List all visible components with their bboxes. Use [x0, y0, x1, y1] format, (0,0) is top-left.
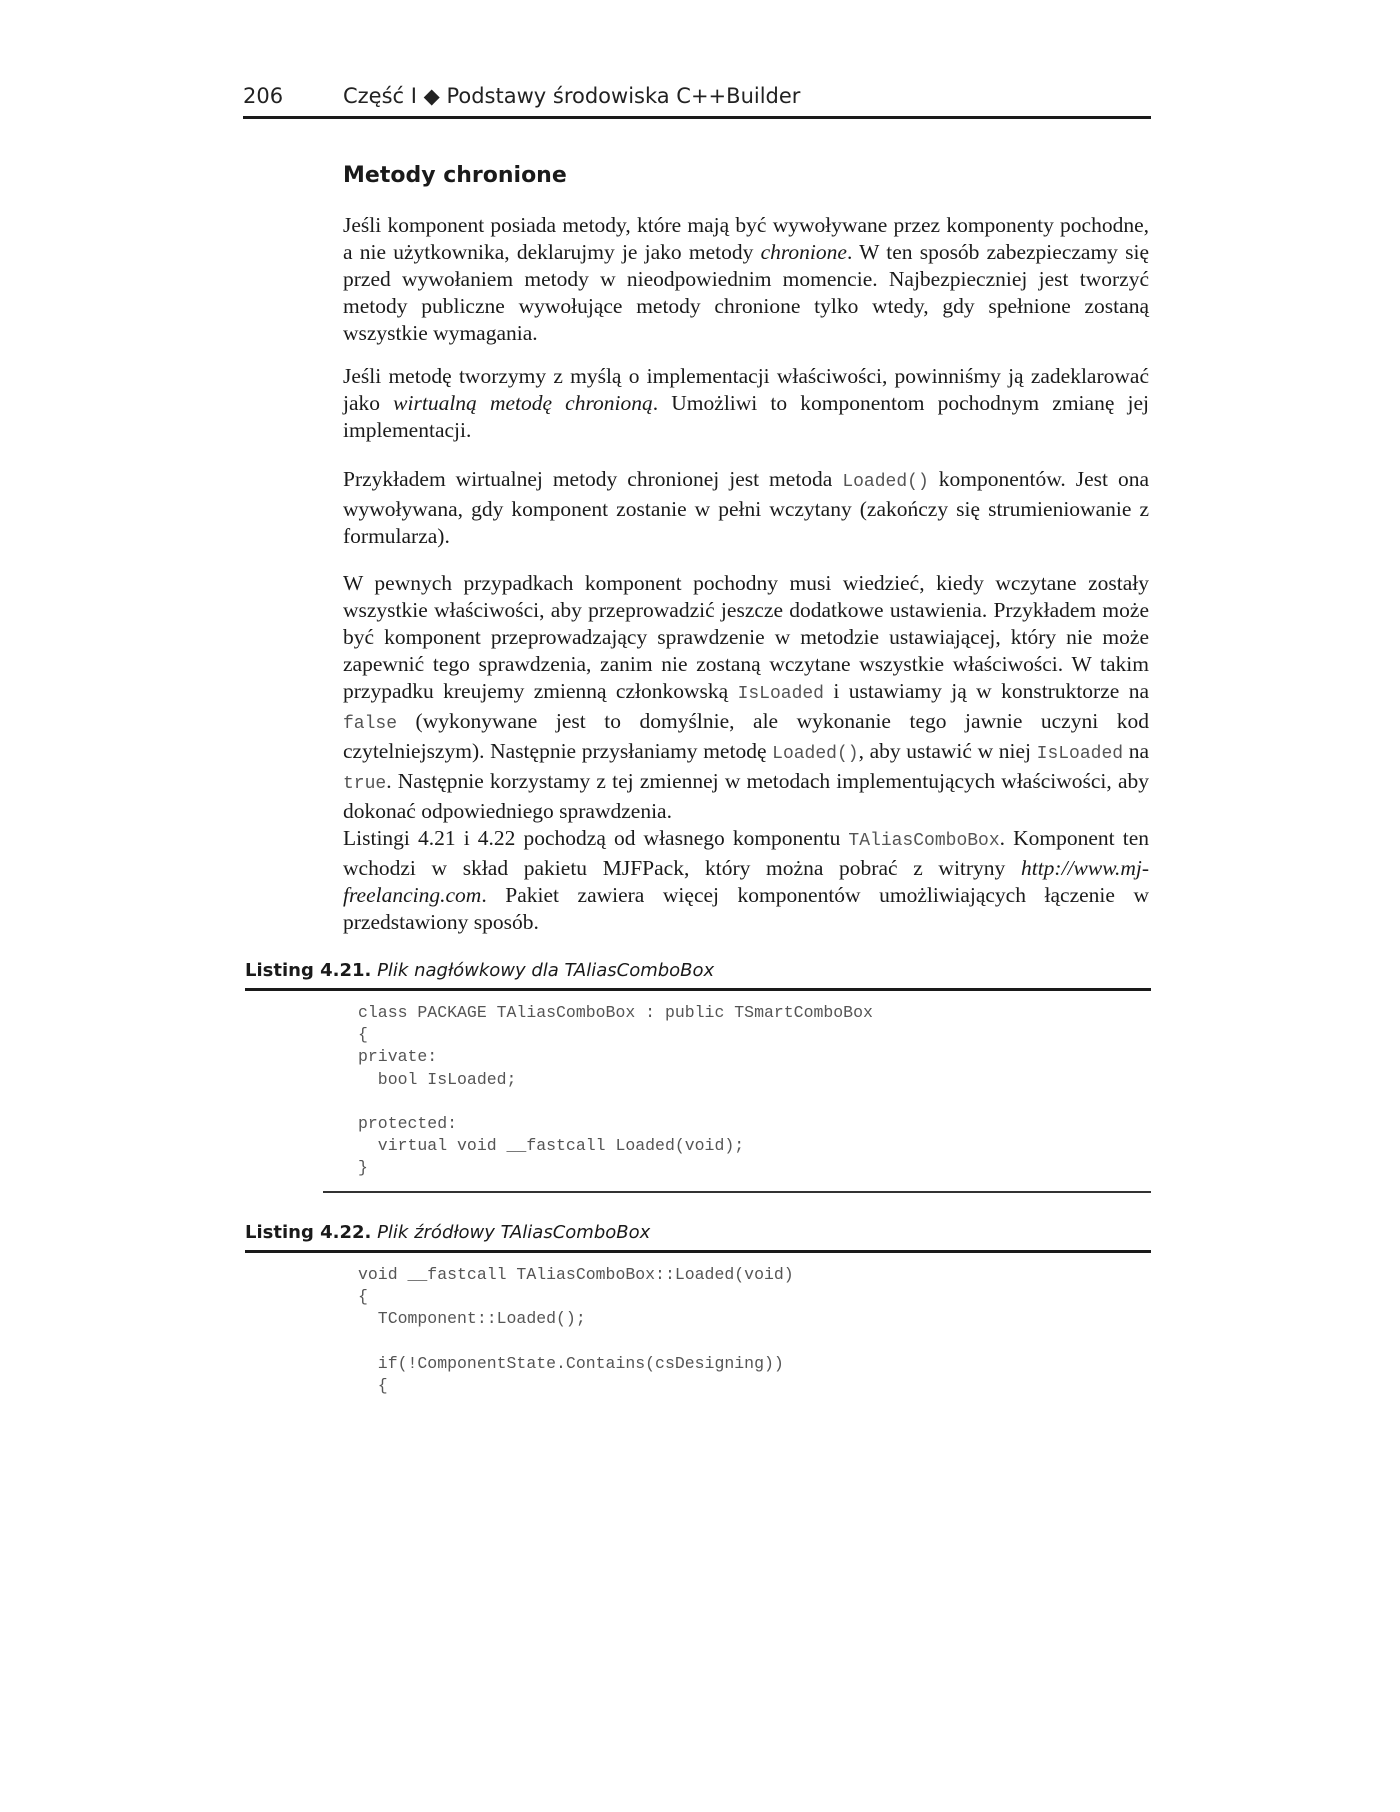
- p1-text-1: Jeśli komponent posiada metody, które mają być wywoływane przez komponenty pochodne, a nie użytkownika, deklarujmy je jako metody: [343, 213, 1149, 264]
- listing-4-22-title: Plik źródłowy TAliasComboBox: [377, 1222, 651, 1243]
- p4-code-true: true: [343, 774, 387, 794]
- listing-4-22-number: Listing 4.22.: [245, 1222, 372, 1243]
- p4-code-isloaded-2: IsLoaded: [1036, 744, 1124, 764]
- listing-4-21-number: Listing 4.21.: [245, 960, 372, 981]
- p5-url: http://www.mj-freelancing.com: [343, 856, 1149, 907]
- p2-text-1: Jeśli metodę tworzymy z myślą o implementacji właściwości, powinniśmy ją zadeklarować jako: [343, 364, 1149, 415]
- p5-text-2: . Komponent ten wchodzi w skład pakietu MJFPack, który można pobrać z witryny: [343, 826, 1149, 880]
- p4-text-5: na: [1123, 739, 1149, 763]
- p4-code-false: false: [343, 714, 398, 734]
- listing-4-21-title: Plik nagłówkowy dla TAliasComboBox: [377, 960, 715, 981]
- p1-text-2: . W ten sposób zabezpieczamy się przed wywołaniem metody w nieodpowiednim momencie. Najbezpieczniej jest tworzyć metody publiczne wywołujące metody chronione tylko wtedy, gdy spełnione zostaną wszystkie wymagania.: [343, 240, 1149, 345]
- p4-code-loaded: Loaded(): [772, 744, 859, 764]
- p3-text-2: komponentów. Jest ona wywoływana, gdy komponent zostanie w pełni wczytany (zakończy się strumieniowanie z formularza).: [343, 467, 1149, 548]
- p4-text-2: i ustawiamy ją w konstruktorze na: [823, 679, 1149, 703]
- p5-code-taliascombobox: TAliasComboBox: [848, 831, 1000, 851]
- listing-4-21-code: class PACKAGE TAliasComboBox : public TSmartComboBox { private: bool IsLoaded; protected: virtual void __fastcall Loaded(void); }: [358, 1003, 873, 1178]
- p4-text-4: , aby ustawić w niej: [858, 739, 1037, 763]
- running-header: [243, 82, 1151, 119]
- p5-text-3: . Pakiet zawiera więcej komponentów umożliwiających łączenie w przedstawiony sposób.: [343, 883, 1149, 934]
- page-number: 206: [243, 84, 284, 108]
- p4-text-3: (wykonywane jest to domyślnie, ale wykonanie tego jawnie uczyni kod czytelniejszym). Następnie przysłaniamy metodę: [343, 709, 1149, 763]
- paragraph-4: [343, 570, 1149, 825]
- paragraph-1: [343, 212, 1149, 347]
- p1-emphasis: chronione: [760, 240, 847, 264]
- listing-4-21-caption: [245, 960, 1151, 991]
- p2-emphasis: wirtualną metodę chronioną: [393, 391, 653, 415]
- paragraph-2: [343, 363, 1149, 444]
- p2-text-2: . Umożliwi to komponentom pochodnym zmianę jej implementacji.: [343, 391, 1149, 442]
- p4-text-6: . Następnie korzystamy z tej zmiennej w metodach implementujących właściwości, aby dokonać odpowiedniego sprawdzenia.: [343, 769, 1149, 823]
- listing-end-rule: [323, 1191, 1151, 1193]
- paragraph-3: [343, 466, 1149, 550]
- paragraph-5: [343, 825, 1149, 936]
- listing-4-22-code: void __fastcall TAliasComboBox::Loaded(void) { TComponent::Loaded(); if(!ComponentState.Contains(csDesigning)) {: [358, 1265, 794, 1396]
- p4-text-1: W pewnych przypadkach komponent pochodny musi wiedzieć, kiedy wczytane zostały wszystkie właściwości, aby przeprowadzić jeszcze dodatkowe ustawienia. Przykładem może być komponent przeprowadzający sprawdzenie w metodzie ustawiającej, który nie może zapewnić tego sprawdzenia, zanim nie zostaną wczytane wszystkie właściwości. W takim przypadku kreujemy zmienną członkowską: [343, 571, 1149, 703]
- p5-text-1: Listingi 4.21 i 4.22 pochodzą od własnego komponentu: [343, 826, 849, 850]
- p3-text-1: Przykładem wirtualnej metody chronionej jest metoda: [343, 467, 843, 491]
- p4-code-isloaded: IsLoaded: [737, 684, 824, 704]
- section-title: Metody chronione: [343, 163, 567, 188]
- p3-code-loaded: Loaded(): [842, 472, 929, 492]
- listing-4-22-caption: [245, 1222, 1151, 1253]
- chapter-title: Część I ◆ Podstawy środowiska C++Builder: [343, 84, 801, 108]
